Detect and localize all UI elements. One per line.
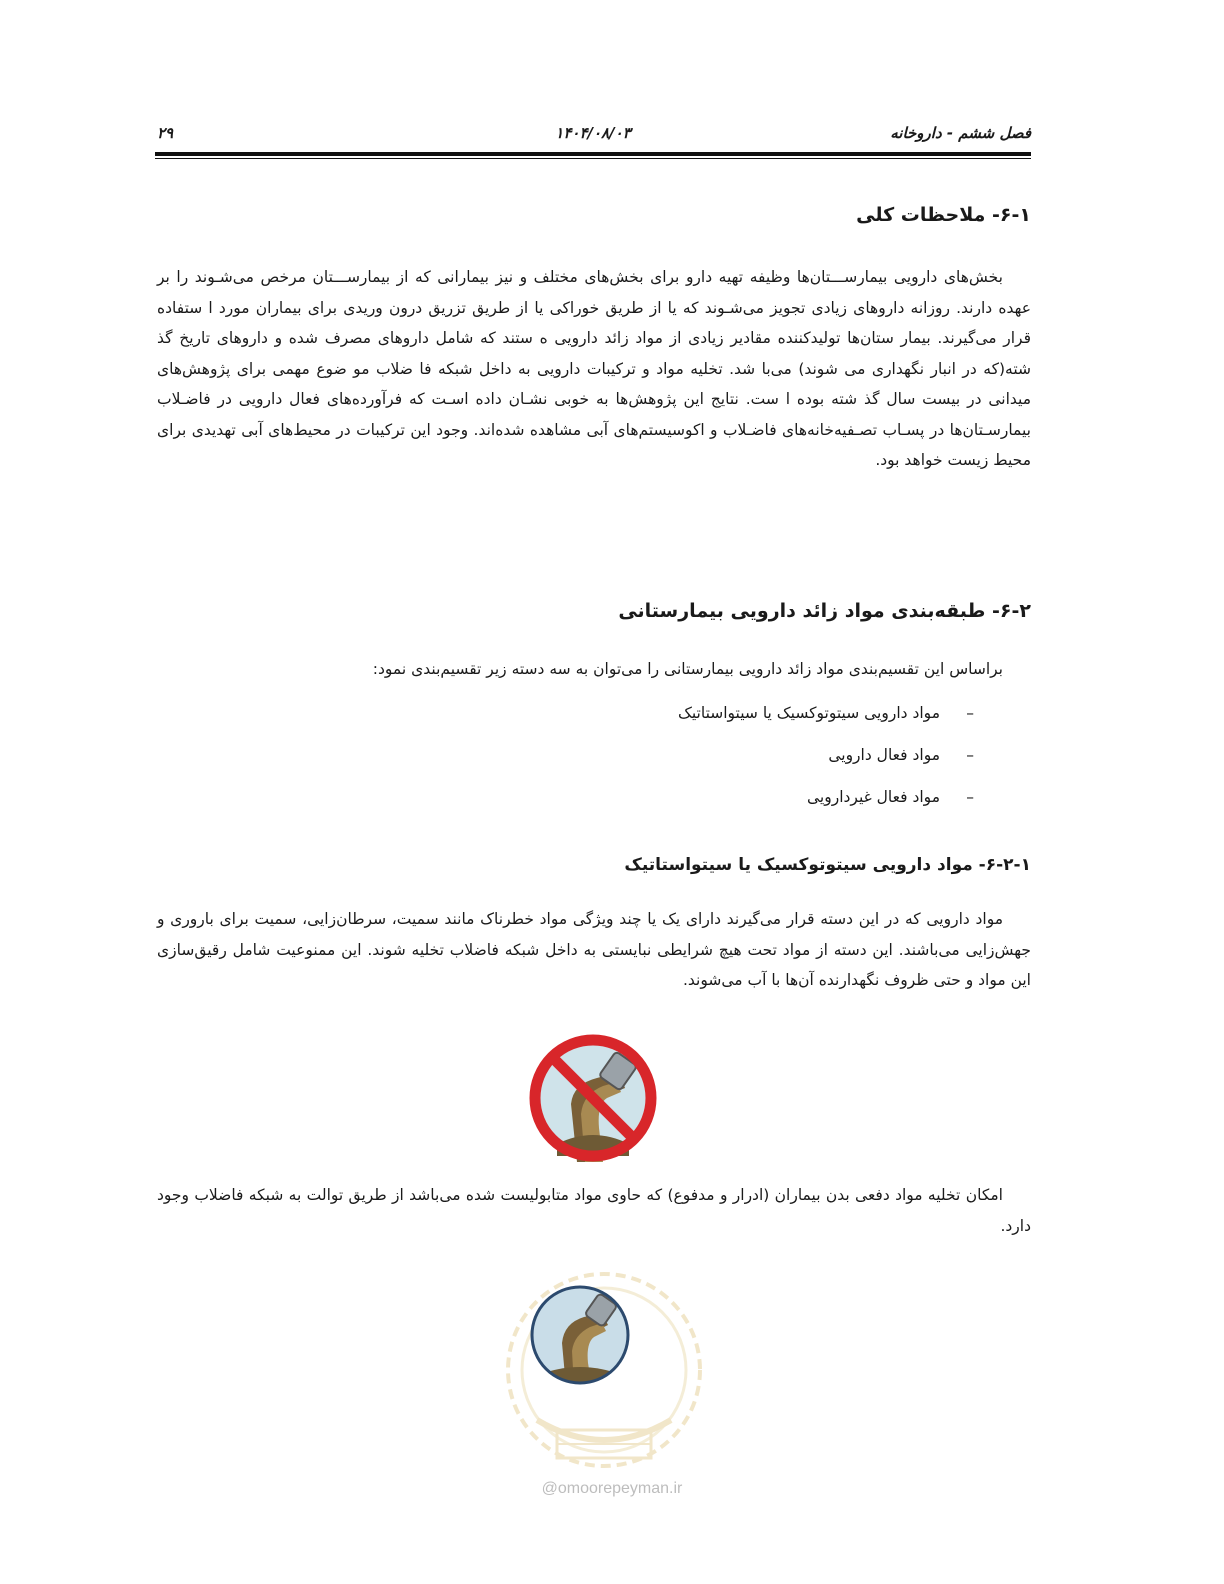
list-item	[678, 734, 974, 776]
section-3-paragraph	[157, 904, 1031, 996]
category-list	[678, 692, 974, 818]
chapter-title: فصل ششم - داروخانه	[890, 124, 1031, 142]
section-3-body-2: امکان تخلیه مواد دفعی بدن بیماران (ادرار و مدفوع) که حاوی مواد متابولیست شده می‌باشد از طریق توالت به شبکه فاضلاب وجود دارد.	[157, 1186, 1031, 1235]
section-3-heading: ۶-۲-۱- مواد دارویی سیتوتوکسیک یا سیتواستاتیک	[624, 855, 1031, 875]
header-rule-thick	[155, 152, 1031, 156]
list-bullet: –	[966, 746, 974, 764]
pouring-into-drain-icon	[528, 1283, 632, 1387]
header-rule-thin	[155, 158, 1031, 159]
list-item-label: مواد فعال غیردارویی	[807, 788, 940, 806]
page-number: ۲۹	[157, 124, 174, 142]
section-3-paragraph-2	[157, 1180, 1031, 1241]
section-1-body: بخش‌های دارویی بیمارســـتان‌ها وظیفه تهیه دارو برای بخش‌های مختلف و نیز بیمارانی که از بیمارســـتان مرخص می‌شـوند را بر عهده دارند. روزانه داروهای زیادی تجویز می‌شـوند که یا از طریق خوراکی یا از طریق تزریق درون وریدی برای بیماران مورد ا ستفاده قرار می‌گیرند. بیمار ستان‌ها تولیدکننده مقادیر زیادی از مواد زائد دارویی ه ستند که شامل داروهای مصرف شده و داروهای تاریخ گذ شته(که در انبار نگهداری می شوند) می‌با شد. تخلیه مواد و ترکیبات دارویی به داخل شبکه فا ضلاب مو ضوع مهمی برای پژوهش‌های میدانی در بیست سال گذ شته بوده ا ست. نتایج این پژوهش‌ها به خوبی نشـان داده اسـت که فرآورده‌های فعال دارویی در فاضـلاب بیمارسـتان‌ها در پسـاب تصـفیه‌خانه‌های فاضـلاب و اکوسیستم‌های آبی مشاهده شده‌اند. وجود این ترکیبات در محیط‌های آبی تهدیدی برای محیط زیست خواهد بود.	[157, 268, 1031, 469]
list-item-label: مواد دارویی سیتوتوکسیک یا سیتواستاتیک	[677, 704, 940, 722]
no-pouring-sign-icon	[527, 1034, 659, 1162]
list-bullet: –	[966, 704, 974, 722]
page-header	[155, 118, 1031, 148]
section-1-paragraph	[157, 262, 1031, 476]
list-item	[678, 776, 974, 818]
list-bullet: –	[966, 788, 974, 806]
list-item-label: مواد فعال دارویی	[828, 746, 940, 764]
header-date: ۱۴۰۴/۰۸/۰۳	[555, 124, 631, 142]
list-item	[678, 692, 974, 734]
watermark-text: @omoorepeyman.ir	[541, 1480, 683, 1497]
section-3-body: مواد دارویی که در این دسته قرار می‌گیرند دارای یک یا چند ویژگی مواد خطرناک مانند سمیت، سرطان‌زایی، سمیت برای باروری و جهش‌زایی می‌باشند. این دسته از مواد تحت هیچ شرایطی نبایستی به داخل شبکه فاضلاب تخلیه شوند. این ممنوعیت شامل رقیق‌سازی این مواد و حتی ظروف نگهدارنده آن‌ها با آب می‌شوند.	[157, 910, 1031, 989]
section-1-heading: ۶-۱- ملاحظات کلی	[856, 204, 1031, 226]
section-2-intro: براساس این تقسیم‌بندی مواد زائد دارویی بیمارستانی را می‌توان به سه دسته زیر تقسیم‌بندی نمود:	[372, 660, 1003, 678]
section-2-heading: ۶-۲- طبقه‌بندی مواد زائد دارویی بیمارستانی	[618, 600, 1031, 622]
